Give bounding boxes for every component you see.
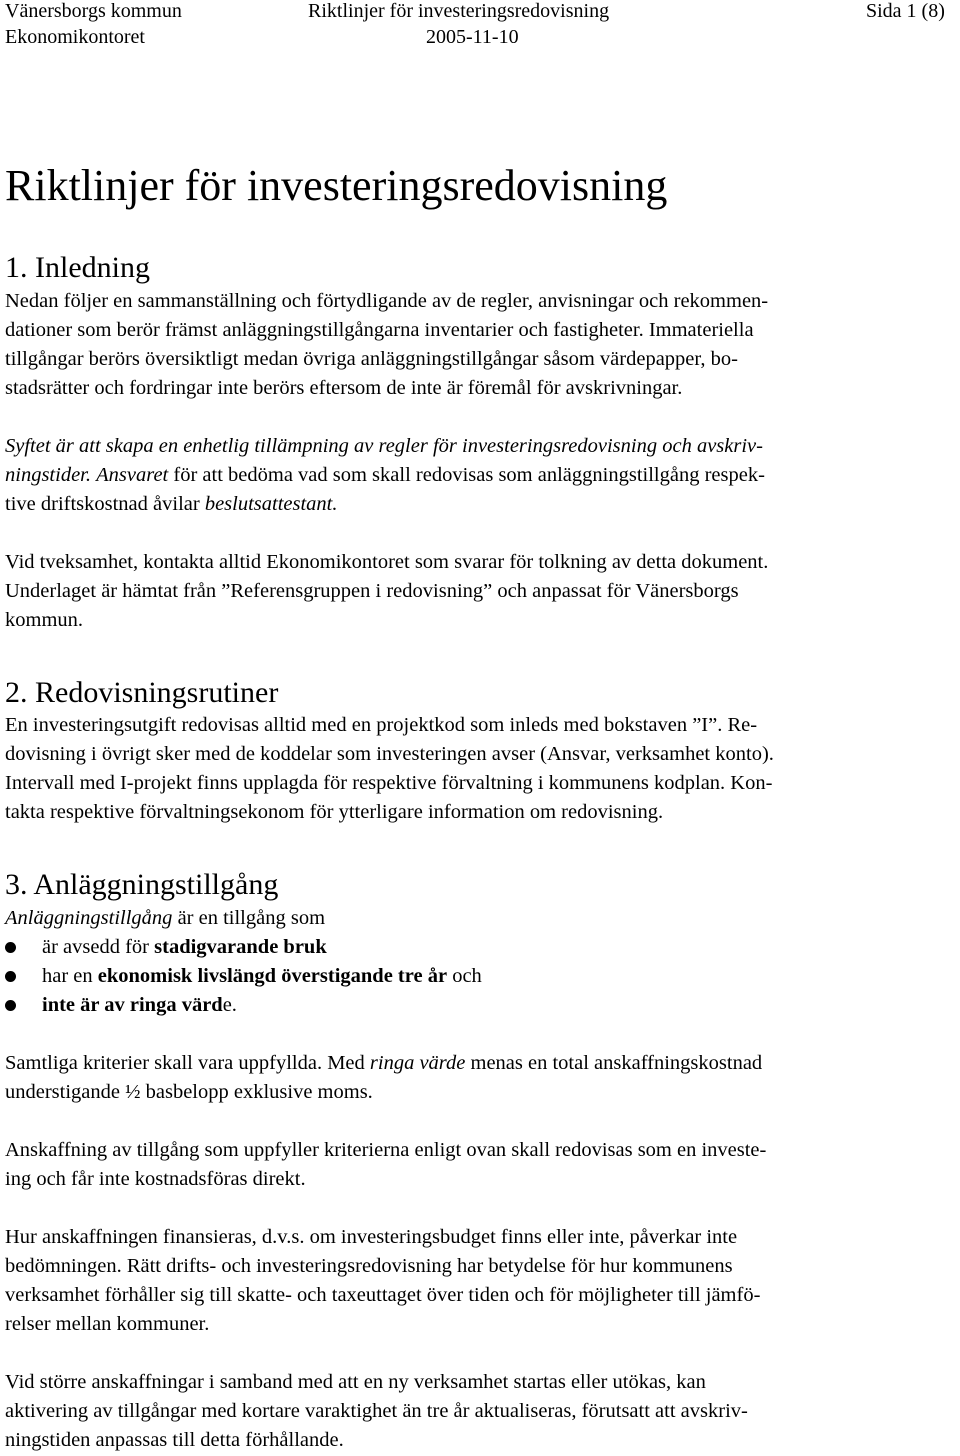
header-page-number: Sida 1 (8) <box>866 0 945 22</box>
criteria-text: Samtliga kriterier skall vara uppfyllda. Med <box>5 1052 370 1074</box>
purpose-line <box>5 463 765 487</box>
paragraph-line: En investeringsutgift redovisas alltid med en projektkod som inleds med bokstaven ”I”. Re- <box>5 714 758 736</box>
paragraph-line: Nedan följer en sammanställning och förtydligande av de regler, anvisningar och rekommen- <box>5 290 769 312</box>
paragraph-line: bedömningen. Rätt drifts- och investeringsredovisning har betydelse för hur kommunens <box>5 1255 733 1277</box>
bullet-text: är avsedd för <box>42 936 155 958</box>
header-organization: Vänersborgs kommun <box>5 0 182 22</box>
ringa-varde-italic: ringa värde <box>369 1052 466 1074</box>
paragraph-line: Intervall med I-projekt finns upplagda för respektive förvaltning i kommunens kodplan. Kon- <box>5 772 773 794</box>
purpose-italic: ningstider. <box>5 464 91 486</box>
bullet-bold: inte är av ringa värd <box>42 994 223 1016</box>
bullet-bold: stadigvarande bruk <box>154 936 327 958</box>
responsibility-text-2: tive driftskostnad åvilar <box>5 493 205 515</box>
document-title: Riktlinjer för investeringsredovisning <box>5 161 668 210</box>
definition-term: Anläggningstillgång <box>5 907 173 929</box>
bullet-bold: ekonomisk livslängd överstigande tre år <box>97 965 448 987</box>
paragraph-line: stadsrätter och fordringar inte berörs eftersom de inte är föremål för avskrivningar. <box>5 377 683 399</box>
header-title: Riktlinjer för investeringsredovisning <box>308 0 610 22</box>
bullet-dot <box>5 1000 16 1011</box>
header-date: 2005-11-10 <box>426 26 519 48</box>
paragraph-line: kommun. <box>5 609 84 631</box>
paragraph-line: ningstiden anpassas till detta förhållande. <box>5 1429 344 1451</box>
purpose-line: Syftet är att skapa en enhetlig tillämpning av regler för investeringsredovisning och avskriv- <box>5 435 763 457</box>
paragraph-line: Underlaget är hämtat från ”Referensgruppen i redovisning” och anpassat för Vänersborgs <box>5 580 739 602</box>
definition-line <box>5 906 325 930</box>
paragraph-line: relser mellan kommuner. <box>5 1313 210 1335</box>
responsibility-italic: Ansvaret <box>96 464 169 486</box>
bullet-text: har en <box>42 965 98 987</box>
responsibility-line <box>5 492 338 516</box>
paragraph-line: Vid större anskaffningar i samband med att en ny verksamhet startas eller utökas, kan <box>5 1371 706 1393</box>
paragraph-line: dationer som berör främst anläggningstillgångarna inventarier och fastigheter. Immateriella <box>5 319 754 341</box>
paragraph-line: dovisning i övrigt sker med de koddelar som investeringen avser (Ansvar, verksamhet konto). <box>5 743 774 765</box>
section-heading-anlaggningstillgang: 3. Anläggningstillgång <box>5 868 279 901</box>
bullet-item <box>42 935 327 959</box>
bullet-dot <box>5 971 16 982</box>
definition-text: är en tillgång som <box>172 907 326 929</box>
header-department: Ekonomikontoret <box>5 26 145 48</box>
bullet-item <box>42 964 482 988</box>
paragraph-line: takta respektive förvaltningsekonom för ytterligare information om redovisning. <box>5 801 664 823</box>
section-heading-redovisningsrutiner: 2. Redovisningsrutiner <box>5 676 279 709</box>
bullet-item <box>42 993 237 1017</box>
paragraph-line: Vid tveksamhet, kontakta alltid Ekonomikontoret som svarar för tolkning av detta dokument. <box>5 551 769 573</box>
bullet-text-end: och <box>447 965 482 987</box>
paragraph-line: Hur anskaffningen finansieras, d.v.s. om investeringsbudget finns eller inte, påverkar inte <box>5 1226 738 1248</box>
responsibility-text: för att bedöma vad som skall redovisas som anläggningstillgång respek- <box>168 464 765 486</box>
bullet-dot <box>5 942 16 953</box>
criteria-line <box>5 1051 762 1075</box>
bullet-text-end: e. <box>222 994 237 1016</box>
paragraph-line: ing och får inte kostnadsföras direkt. <box>5 1168 306 1190</box>
beslutsattestant-italic: beslutsattestant. <box>204 493 338 515</box>
paragraph-line: Anskaffning av tillgång som uppfyller kriterierna enligt ovan skall redovisas som en investe- <box>5 1139 767 1161</box>
paragraph-line: tillgångar berörs översiktligt medan övriga anläggningstillgångar såsom värdepapper, bo- <box>5 348 738 370</box>
paragraph-line: aktivering av tillgångar med kortare varaktighet än tre år aktualiseras, förutsatt att avskriv- <box>5 1400 748 1422</box>
criteria-line: understigande ½ basbelopp exklusive moms. <box>5 1081 373 1103</box>
section-heading-inledning: 1. Inledning <box>5 251 150 284</box>
paragraph-line: verksamhet förhåller sig till skatte- och taxeuttaget över tiden och för möjligheter till jämfö- <box>5 1284 761 1306</box>
criteria-text-end: menas en total anskaffningskostnad <box>465 1052 763 1074</box>
